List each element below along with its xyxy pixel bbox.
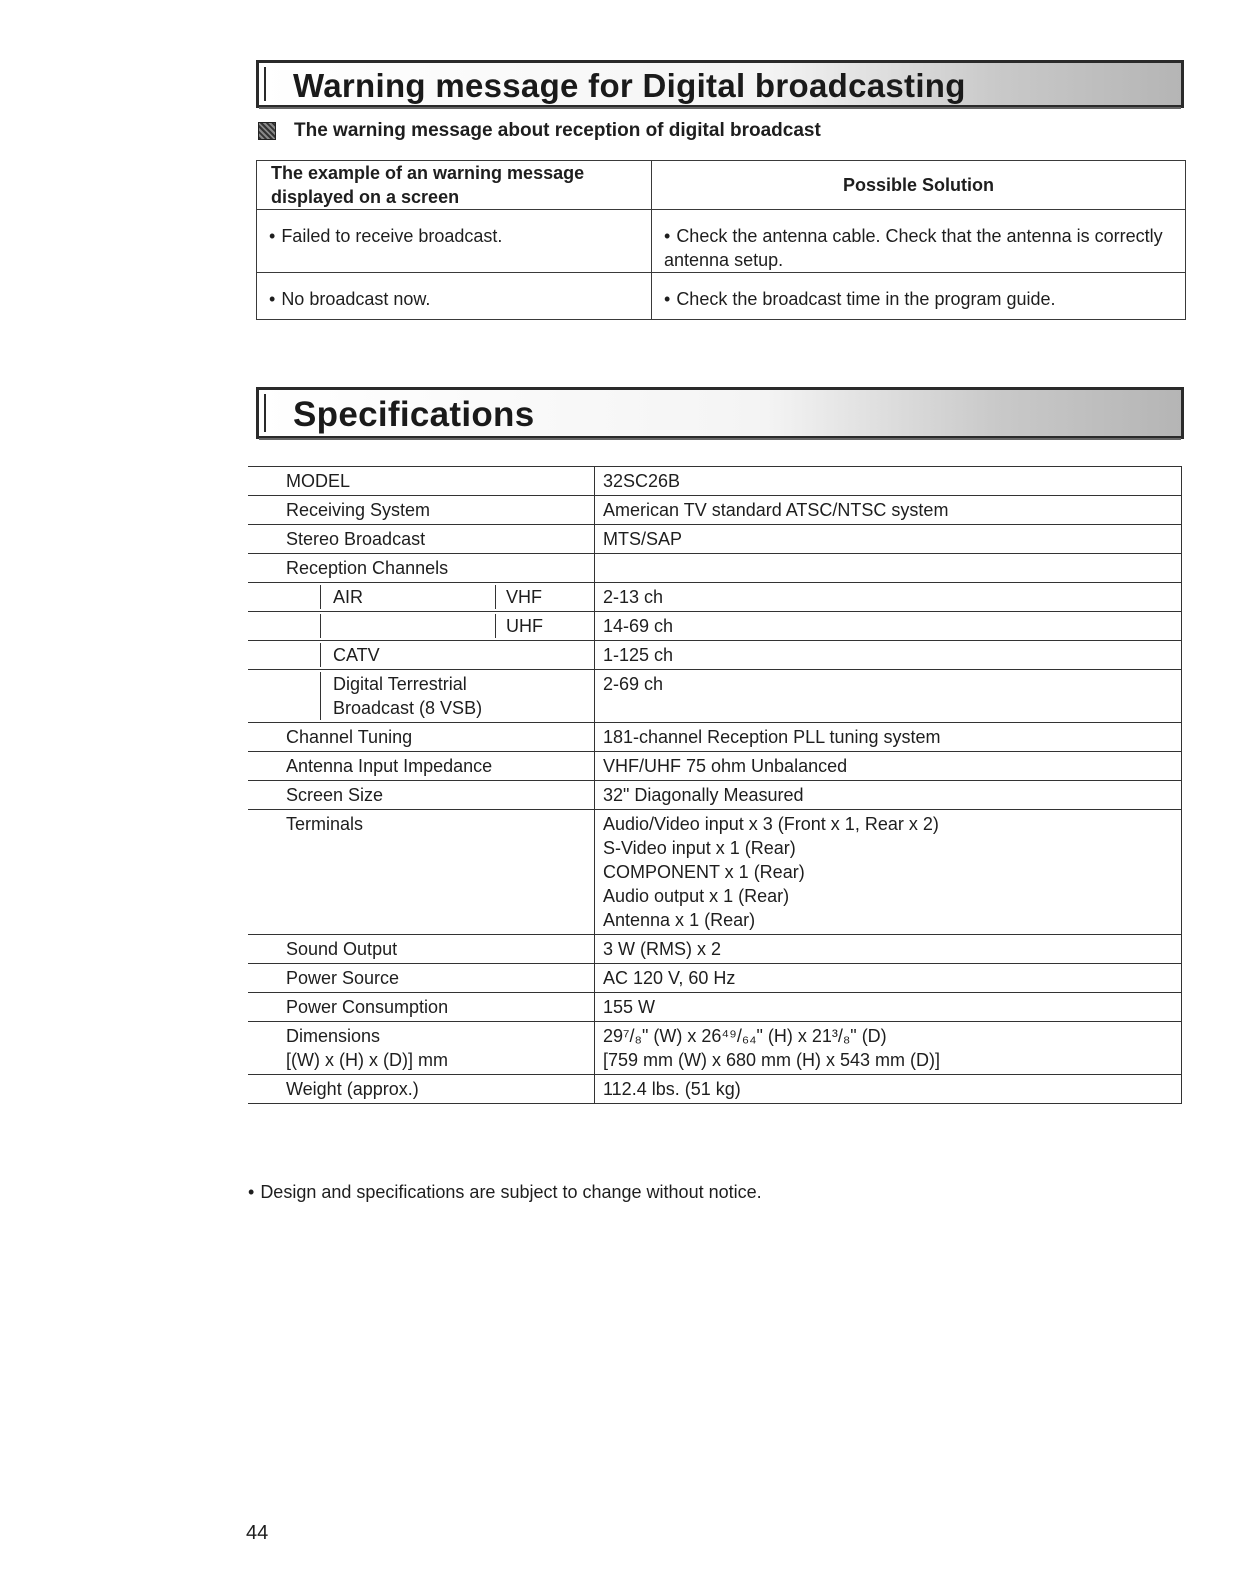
warning-section-title: Warning message for Digital broadcasting: [293, 67, 966, 104]
solution-cell: [652, 210, 1186, 273]
solution-text: • Check the broadcast time in the program guide.: [664, 289, 1056, 309]
table-row: [257, 273, 1186, 320]
warning-subheading: [258, 120, 821, 142]
spec-label: Receiving System: [248, 496, 595, 525]
spec-row-catv: [248, 641, 1182, 670]
spec-row-air-uhf: [248, 612, 1182, 641]
spec-row-weight: [248, 1075, 1182, 1104]
spec-value: VHF/UHF 75 ohm Unbalanced: [595, 752, 1182, 781]
header-message-example: The example of an warning message displayed on a screen: [257, 161, 652, 210]
spec-row-reception-channels: [248, 554, 1182, 583]
terminal-item: COMPONENT x 1 (Rear): [603, 862, 805, 882]
spec-row-sound-output: [248, 935, 1182, 964]
spec-value-terminals: [595, 810, 1182, 935]
warning-message-cell: [257, 210, 652, 273]
warning-message-cell: [257, 273, 652, 320]
specifications-banner: [256, 387, 1184, 439]
spec-value-uhf: 14-69 ch: [595, 612, 1182, 641]
spec-label: Weight (approx.): [248, 1075, 595, 1104]
spec-label-uhf: [248, 612, 595, 641]
terminal-item: Audio/Video input x 3 (Front x 1, Rear x 2): [603, 814, 939, 834]
spec-value-catv: 1-125 ch: [595, 641, 1182, 670]
spec-label: Reception Channels: [248, 554, 595, 583]
table-row: [257, 210, 1186, 273]
terminal-item: Audio output x 1 (Rear): [603, 886, 790, 906]
warning-section-banner: [256, 60, 1184, 108]
warning-table: [256, 160, 1186, 320]
digital-label-line1: Digital Terrestrial: [333, 674, 467, 694]
spec-label: Screen Size: [248, 781, 595, 810]
spec-value: AC 120 V, 60 Hz: [595, 964, 1182, 993]
dimensions-value-line1: 29⁷/₈" (W) x 26⁴⁹/₆₄" (H) x 21³/₈" (D): [603, 1026, 887, 1046]
spec-value-digital: 2-69 ch: [595, 670, 1182, 723]
warning-subheading-text: The warning message about reception of digital broadcast: [294, 120, 821, 141]
warning-table-header: [257, 161, 1186, 210]
spec-label: Power Consumption: [248, 993, 595, 1022]
spec-label: Antenna Input Impedance: [248, 752, 595, 781]
specifications-table: [248, 466, 1182, 1104]
spec-label: Channel Tuning: [248, 723, 595, 752]
note-text: • Design and specifications are subject to change without notice.: [248, 1182, 762, 1202]
specifications-title: Specifications: [293, 395, 535, 434]
spec-value: 32SC26B: [595, 467, 1182, 496]
uhf-label: UHF: [495, 614, 576, 638]
specifications-note: [248, 1182, 762, 1203]
spec-row-stereo-broadcast: [248, 525, 1182, 554]
spec-value-empty: [595, 554, 1182, 583]
air-label: AIR: [333, 587, 364, 607]
catv-label: CATV: [333, 645, 380, 665]
spec-value: 181-channel Reception PLL tuning system: [595, 723, 1182, 752]
page-number: 44: [246, 1522, 269, 1544]
spec-label: Sound Output: [248, 935, 595, 964]
message-text: • Failed to receive broadcast.: [269, 226, 502, 246]
spec-value-dimensions: [595, 1022, 1182, 1075]
spec-value-vhf: 2-13 ch: [595, 583, 1182, 612]
spec-value: American TV standard ATSC/NTSC system: [595, 496, 1182, 525]
spec-value: 3 W (RMS) x 2: [595, 935, 1182, 964]
vhf-label: VHF: [495, 585, 576, 609]
spec-label: MODEL: [248, 467, 595, 496]
spec-row-dimensions: [248, 1022, 1182, 1075]
terminal-item: S-Video input x 1 (Rear): [603, 838, 796, 858]
spec-row-antenna-impedance: [248, 752, 1182, 781]
spec-label-catv: [248, 641, 595, 670]
spec-row-receiving-system: [248, 496, 1182, 525]
dimensions-value-line2: [759 mm (W) x 680 mm (H) x 543 mm (D)]: [603, 1050, 941, 1070]
spec-label-dimensions: [248, 1022, 595, 1075]
spec-row-screen-size: [248, 781, 1182, 810]
header-possible-solution: Possible Solution: [652, 161, 1186, 210]
spec-value: 155 W: [595, 993, 1182, 1022]
spec-row-digital-terrestrial: [248, 670, 1182, 723]
message-text: • No broadcast now.: [269, 289, 430, 309]
solution-cell: [652, 273, 1186, 320]
spec-row-power-consumption: [248, 993, 1182, 1022]
spec-row-terminals: [248, 810, 1182, 935]
terminal-item: Antenna x 1 (Rear): [603, 910, 756, 930]
spec-value: MTS/SAP: [595, 525, 1182, 554]
digital-label-line2: Broadcast (8 VSB): [333, 698, 483, 718]
spec-value: 32" Diagonally Measured: [595, 781, 1182, 810]
spec-row-power-source: [248, 964, 1182, 993]
spec-label-digital: [248, 670, 595, 723]
solution-text: • Check the antenna cable. Check that the antenna is correctly antenna setup.: [664, 226, 1163, 270]
spec-label: Power Source: [248, 964, 595, 993]
dimensions-label-line2: [(W) x (H) x (D)] mm: [286, 1050, 448, 1070]
spec-row-model: [248, 467, 1182, 496]
spec-label: Terminals: [248, 810, 595, 935]
spec-value: 112.4 lbs. (51 kg): [595, 1075, 1182, 1104]
dimensions-label-line1: Dimensions: [286, 1026, 381, 1046]
square-bullet-icon: [258, 122, 276, 140]
spec-row-air-vhf: [248, 583, 1182, 612]
spec-row-channel-tuning: [248, 723, 1182, 752]
spec-label-air: [248, 583, 595, 612]
spec-label: Stereo Broadcast: [248, 525, 595, 554]
